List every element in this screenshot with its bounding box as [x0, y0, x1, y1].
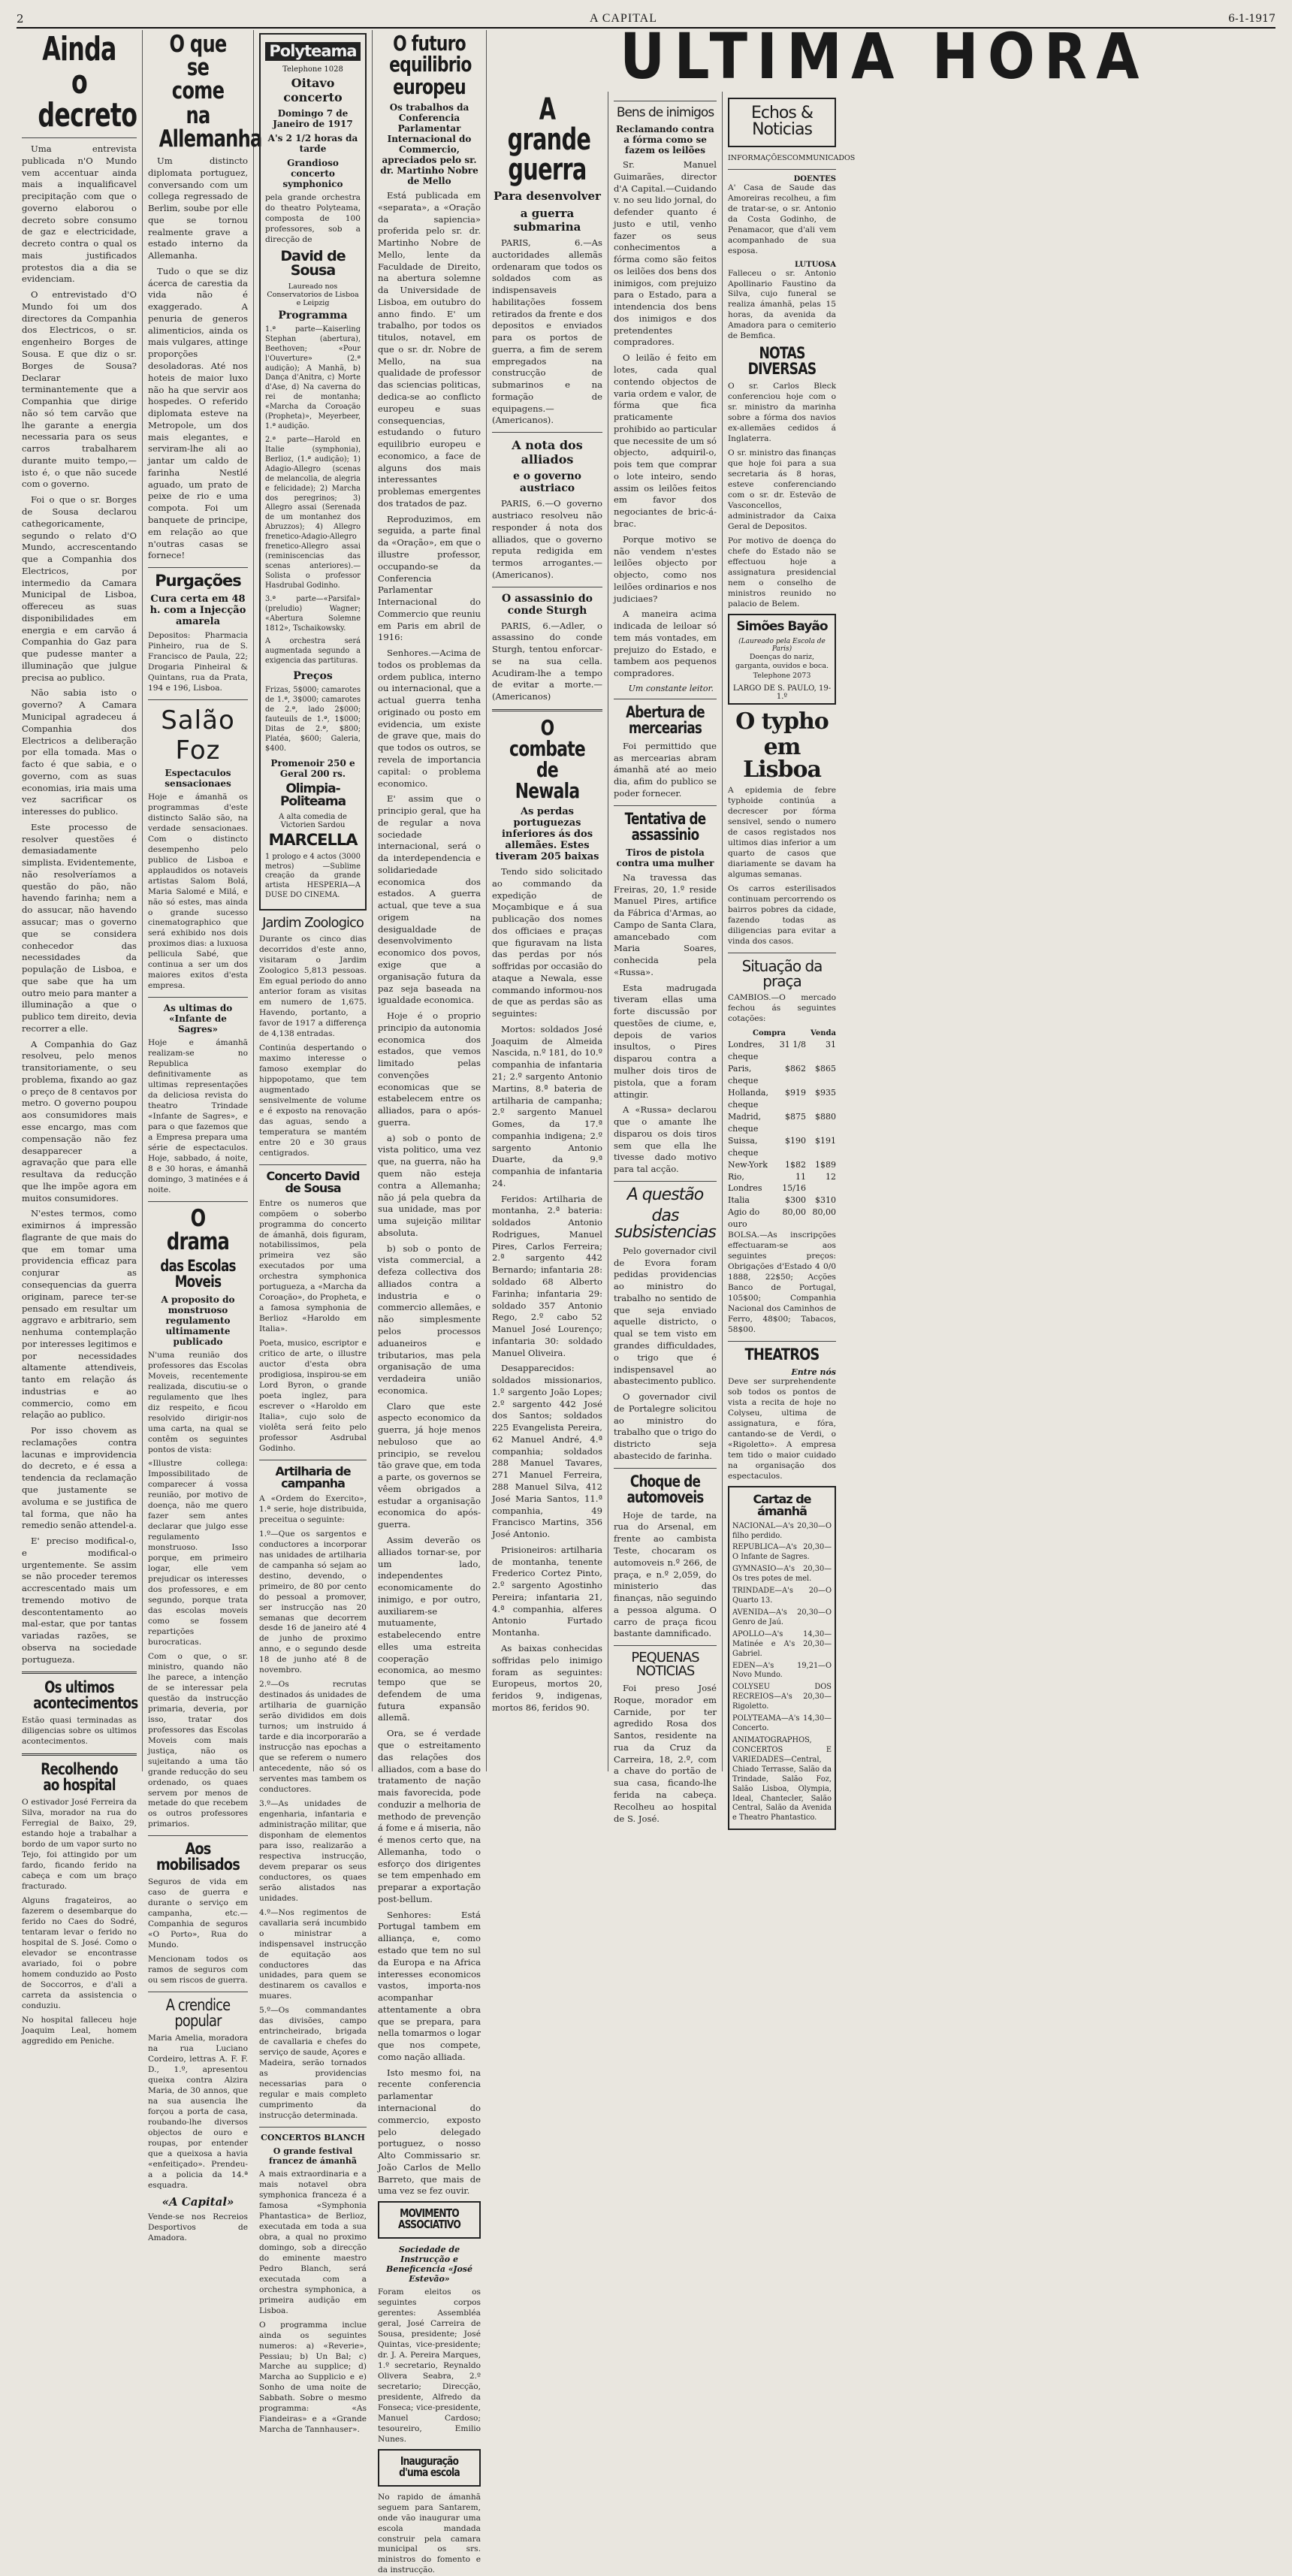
cartaz-item: AVENIDA—A's 20,30—O Genro de Jaú. — [732, 1608, 832, 1626]
article-paragraph: Uma entrevista publicada n'O Mundo vem accentuar ainda mais a inqualificavel precipitação com que o governo elaborou o decreto sobre consumo de gaz e electricidade, decreto contra o qual os mais justificados protestos dia a dia se evidenciam. — [22, 143, 137, 285]
inauguracao-box — [378, 2449, 481, 2487]
article-paragraph: A maneira acima indicada de leiloar só tem más vontades, em prejuizo do Estado, e tambem aos pequenos compradores. — [614, 609, 717, 679]
divider — [614, 1645, 717, 1646]
article-paragraph: Porque motivo se não vendem n'estes leilões objecto por objecto, como nos leilões ordinarios e nos judiciaes? — [614, 533, 717, 604]
exchange-currency: Italia — [728, 1195, 750, 1206]
article-paragraph: «Illustre collega: Impossibilitado de comparecer á vossa reunião, por motivo de doença, não me quero fazer sem antes declarar que julgo esse regulamento monstruoso. Isso porque, em primeiro logar, elle vem prejudicar os interesses dos professores, e em segundo, porque trata das escolas moveis como se fossem repartições burocraticas. — [148, 1459, 248, 1647]
exchange-row — [728, 1087, 836, 1111]
divider — [614, 1181, 717, 1182]
programme-text: A orchestra será augmentada segundo a exigencia das partituras. — [265, 637, 361, 666]
simoes-bayao-title: Simões Bayão — [736, 618, 828, 634]
divider — [22, 1753, 137, 1756]
article-paragraph: Um distincto diplomata portuguez, conversando com um collega regressado de Berlim, soube por elle que se tornou realmente grave a estado interno da Allemanha. — [148, 156, 248, 261]
article-paragraph: Foram eleitos os seguintes corpos gerentes: Assembléa geral, José Carreira de Sousa, presidente; José Quintas, vice-presidente; dr. J. A. Pereira Marques, 1.º secretario, Reynaldo Olivera Seabra, 2.º secretario; Direcção, presidente, Alfredo da Fonseca; vice-presidente, Manuel Cardoso; tesoureiro, Emilio Nunes. — [378, 2288, 481, 2444]
article-paragraph: O estivador José Ferreira da Silva, morador na rua do Ferregial de Baixo, 29, estando hoje a trabalhar a bordo de um vapor surto no Tejo, foi attingido por um fardo, ficando ferido na cabeça e com um braço fracturado. — [22, 1798, 137, 1892]
article-paragraph: PARIS, 6.—O governo austriaco resolveu não responder á nota dos alliados, que o governo reputa redigida em termos arrogantes.—(Americanos). — [492, 498, 602, 580]
article-paragraph: Estão quasi terminadas as diligencias sobre os ultimos acontecimentos. — [22, 1716, 137, 1747]
exchange-buy: $190 — [785, 1135, 806, 1146]
prices-title: Preços — [293, 670, 333, 683]
marcella-text: 1 prologo e 4 actos (3000 metros) —Sublime creação da grande artista HESPERIA—A DUSE DO CINEMA. — [265, 852, 361, 900]
article-paragraph: Isto mesmo foi, na recente conferencia parlamentar internacional do commercio, exposto pelo delegado portuguez, o nosso Alto Commissario sr. João Carlos de Mello Barreto, que mais de uma vez se fez ouvir. — [378, 2067, 481, 2197]
headline-crendice-popular: A crendice popular — [165, 1996, 231, 2031]
headline-o-typho: O typho — [735, 708, 829, 735]
article-paragraph: Com o que, o sr. ministro, quando não lhe parece, a intenção de se interessar pela questão da instrucção primaria, deveria, por isso, tratar dos professores das Escolas Moveis com mais justiça, não os sujeitando a uma tão grande reducção do seu ordenado, os quaes servem por menos de metade do que recebem os outros professores primarios. — [148, 1651, 248, 1829]
article-paragraph: Senhores: Está Portugal tambem em alliança, e, como estado que tem no sul da Europa e na Africa interesses economicos vastos, importa-nos acompanhar attentamente a obra que se prepara, para nella tomarmos o logar que nos compete, como nação alliada. — [378, 1909, 481, 2062]
exchange-currency: Paris, cheque — [728, 1064, 759, 1086]
headline-inauguracao-escola: Inauguração d'uma escola — [399, 2454, 460, 2479]
polyteama-time: A's 2 1/2 horas da tarde — [267, 133, 358, 154]
headline-grande-guerra: A grande guerra — [507, 92, 591, 187]
headline-futuro-equilibrio: O futuro equilibrio — [389, 31, 472, 77]
article-paragraph: A «Ordem do Exercito», 1.ª serie, hoje distribuida, preceitua o seguinte: — [259, 1493, 367, 1524]
divider — [728, 169, 836, 170]
ad-purgacoes-text: Depositos: Pharmacia Pinheiro, rua de S. Francisco de Paula, 22; Drogaria Pinheiral & Quintans, rua da Prata, 194 e 196, Lisboa. — [148, 631, 248, 693]
article-paragraph: Mortos: soldados José Joaquim de Almeida Nascida, n.º 181, do 10.º companhia de infantaria 21; 2.º sargento Antonio Martins, 8.ª bateria de artilharia de campanha; 2.º sargento Manuel Gomes, da 17.ª companhia indigena; 2.º sargento Antonio Duarte, da 9.ª companhia de infantaria 24. — [492, 1023, 602, 1188]
article-paragraph: Alguns fragateiros, ao fazerem o desembarque do ferido no Caes do Sodré, tentaram levar o ferido no hospital de S. José. Como o elevador se encontrasse avariado, foi o pobre homem conduzido ao Posto de Soccorros, e d'ali a carreta da assistencia o conduziu. — [22, 1896, 137, 2010]
article-paragraph: Esta madrugada tiveram ellas uma forte discussão por questões de ciume, e, depois de varios insultos, o Pires disparou contra a mulher dois tiros de pistola, que a foram attingir. — [614, 982, 717, 1100]
article-paragraph: E' preciso modifical-o, e modifical-o urgentemente. Se assim se não proceder teremos accrescentado mais um tremendo motivo de descontentamento ao mal-estar, que por tantas variadas razões, se observa na sociedade portugueza. — [22, 1536, 137, 1665]
divider — [22, 137, 137, 138]
divider — [148, 1835, 248, 1836]
exchange-sell: $191 — [815, 1135, 836, 1146]
article-paragraph: A' Casa de Saude das Amoreiras recolheu, a fim de tratar-se, o sr. Antonio da Costa Godinho, de Penamacor, que d'ali vem acompanhado de sua esposa. — [728, 183, 836, 255]
article-paragraph: O leilão é feito em lotes, cada qual contendo objectos de varia ordem e valor, de fórma que fica praticamente prohibido ao particular que necessite de um só objecto, adquiril-o, pois tem que comprar o lote inteiro, sendo assim os leilões feitos em favor dos negociantes de bric-á-brac. — [614, 352, 717, 529]
headline-movimento-associativo: MOVIMENTO ASSOCIATIVO — [397, 2206, 461, 2232]
exchange-currency: Agio do ouro — [728, 1207, 760, 1230]
cartaz-item: GYMNASIO—A's 20,30—Os tres potes de mel. — [732, 1565, 832, 1584]
exchange-row — [728, 1194, 836, 1206]
article-paragraph: 5.º—Os commandantes das divisões, campo entrincheirado, brigada de cavallaria e chefes do serviço de saude, Açores e Madeira, serão tornados as providencias necessarias para o regular e mais completo cumprimento da instrucção determinada. — [259, 2006, 367, 2121]
article-paragraph: Na travessa das Freiras, 20, 1.º reside Manuel Pires, artifice da Fábrica d'Armas, ao Campo de Santa Clara, amancebado com Maria Soares, conhecida pela «Russa». — [614, 871, 717, 977]
headline-aos-mobilisados: Aos mobilisados — [155, 1840, 240, 1874]
column-5 — [487, 92, 608, 1771]
headline-subsistencias: das subsistencias — [614, 1206, 716, 1242]
article-paragraph: Este processo de resolver questões é demasiadamente simplista. Evidentemente, não resolveríamos a questão do pão, não havendo farinha; nem a do assucar, não havendo assucar; mas o governo que se considera conhecedor das necessidades da população de Lisboa, e que sabe que ha um outro meio para manter a illuminação a que o publico tem direito, devia recorrer a elle. — [22, 821, 137, 1034]
divider — [614, 1468, 717, 1469]
movimento-subtitle: Sociedade de Instrucção e Beneficencia «José Estevão» — [385, 2245, 473, 2285]
programme-title: Programma — [278, 309, 348, 322]
article-paragraph: Sr. Manuel Guimarães, director d'A Capital.—Cuidando v. no seu lido jornal, do defender quanto é justo e util, venho fazer os seus conhecimentos a fórma como são feitos os leilões dos bens dos inimigos, com prejuizo para o Estado, para a intendencia dos bens dos inimigos e dos pretendentes compradores. — [614, 159, 717, 348]
a-capital-line: Vende-se nos Recreios Desportivos de Amadora. — [148, 2212, 248, 2242]
exchange-sell: 80,00 — [812, 1207, 836, 1218]
article-paragraph: A Companhia do Gaz resolveu, pelo menos transitoriamente, o seu problema, fixando ao gaz o preço de 8 centavos por metro. O governo poupou aos consumidores mais esse encargo, mas com compensação não fez desapparecer a agravação que para elle resultava da reducção que lhe impõe agora em muitos consumidores. — [22, 1038, 137, 1203]
a-capital-box: «A Capital» — [162, 2194, 234, 2209]
headline-abertura-mercearias: Abertura de mercearias — [626, 702, 705, 737]
article-paragraph: Ora, se é verdade que o estreitamento das relações dos alliados, com a base do tratamento de nação mais favorecida, pode conduzir a melhoria de methodo de prevenção á fome e á miseria, não é menos certo que, na Allemanha, todo o esforço dos dirigentes se tem empenhado em preparar a exportação post-bellum. — [378, 1728, 481, 1904]
echos-box — [728, 98, 836, 147]
exchange-row — [728, 1171, 836, 1195]
article-paragraph: O sr. Carlos Bleck conferenciou hoje com o sr. ministro da marinha sobre a fórma dos navios ex-allemães cedidos á Inglaterra. — [728, 382, 836, 444]
headline-europeu: europeu — [393, 74, 466, 99]
salao-foz-text: Hoje e ámanhã os programmas d'este distincto Salão são, na verdade sensacionaes. Com o distincto desempenho pelo publico de Lisboa e applaudidos os notaveis artistas Salom Bolá, Maria Salomé e Milá, e não só estes, mas ainda o grande sucesso cinematographico que será exhibido nos dois proximos dias: a luxuosa pellicula Sabé, que continua a ser um dos maiores exitos d'esta empresa. — [148, 792, 248, 991]
movimento-associativo-box — [378, 2201, 481, 2239]
prices-note: Promenoir 250 e Geral 200 rs. — [270, 757, 355, 779]
headline-a-questao: A questão — [626, 1185, 704, 1204]
exchange-sell: 1$89 — [815, 1159, 836, 1170]
article-paragraph: Claro que este aspecto economico da guerra, já hoje menos nebuloso que ao principio, se revelou tão grave que, em toda a parte, os governos se vêem obrigados a estudar a organisação economica do após-guerra. — [378, 1400, 481, 1530]
article-paragraph: Está publicada em «separata», a «Oração da sapiencia» proferida pelo sr. dr. Martinho Nobre de Mello, lente da Faculdade de Direito, na abertura solemne da Universidade de Lisboa, em outubro do anno findo. E' um trabalho, por todos os titulos, notavel, em que o sr. dr. Nobre de Mello, na sua qualidade de professor das sciencias politicas, dedica-se ao conflicto europeu e suas consequencias, estudando o futuro equilibrio europeu e economico, a face de alguns dos mais interessantes problemas emergentes dos tratados de paz. — [378, 190, 481, 509]
exchange-buy: 31 1/8 — [779, 1040, 806, 1050]
article-paragraph: Prisioneiros: artilharia de montanha, tenente Frederico Cortez Pinto, 2.º sargento Agostinho Pereira; infantaria 21, 4.ª companhia, alferes Antonio Furtado Montanha. — [492, 1544, 602, 1638]
cartaz-list — [732, 1522, 832, 1824]
cartaz-item: REPUBLICA—A's 20,30—O Infante de Sagres. — [732, 1543, 832, 1562]
headline-ultimos-acontecimentos: Os ultimos acontecimentos — [33, 1678, 138, 1713]
divider — [148, 567, 248, 568]
headline-situacao-praca: Situação da praça — [741, 956, 823, 990]
exchange-row — [728, 1039, 836, 1063]
praca-subtitle: CAMBIOS.—O mercado fechou ás seguintes cotações: — [728, 992, 836, 1023]
article-paragraph: N'estes termos, como eximirnos á impressão flagrante de que mais do que em tomar uma providencia efficaz para conjurar as consequencias da guerra originam, parece ter-se pensado em resultar um aggravo e arbitrario, sem nenhuma contemplação por interesses legitimos e por necessidades altamente attendiveis, tanto em relação ás industrias e ao commercio, como em relação ao publico. — [22, 1208, 137, 1421]
divider — [22, 1672, 137, 1674]
article-paragraph: a) sob o ponto de vista politico, uma vez que, na guerra, não ha quem não esteja contra a Allemanha; não já pela quebra da sua unidade, mas por uma sujeição militar absoluta. — [378, 1132, 481, 1238]
exchange-row — [728, 1063, 836, 1087]
programme-text: 1.ª parte—Kaiserling Stephan (abertura), Beethoven; «Pour l'Ouverture» (2.ª audição); A Manhã, b) Dança d'Anitra, c) Morte d'Ase, d) Na caverna do rei de montanha; «Marcha da Coroação (Propheta)», Meyerbeer, 1.ª audição. — [265, 325, 361, 431]
article-paragraph: Deve ser surprehendente sob todos os pontos de vista a recita de hoje no Colyseu, ultima de assignatura, e fóra, cantando-se de Verdi, o «Rigoletto». A empresa tem tido o maior cuidado na organisação dos espectaculos. — [728, 1376, 836, 1481]
article-paragraph: Tudo o que se diz ácerca de carestia da vida não é exaggerado. A penuria de generos alimenticios, ainda os mais vulgares, attinge proporções desoladoras. Até nos hoteis de maior luxo não ha que servir aos hospedes. O referido diplomata esteve na Metropole, um dos mais elegantes, e serviram-lhe ali ao jantar um caldo de farinha Nestlé aguado, um prato de peixe de rio e uma compota. Foi um banquete de principe, em relação ao que n'outras casas se fornece! — [148, 265, 248, 561]
article-paragraph: O programma inclue ainda os seguintes numeros: a) «Reverie», Pessiau; b) Un Bal; c) Marche au supplice; d) Marcha ao Supplicio e e) Sonho de uma noite de Sabbath. Sobre o mesmo programma: «As Fiandeiras» e a «Grande Marcha de Tannhauser». — [259, 2320, 367, 2435]
doentes-title: DOENTES — [793, 174, 836, 183]
exchange-row — [728, 1159, 836, 1171]
polyteama-title: Polyteama — [265, 42, 361, 61]
exchange-sell: $310 — [815, 1195, 836, 1206]
article-paragraph: BOLSA.—As inscripções effectuaram-se aos seguintes preços: Obrigações d'Estado 4 0/0 1888, 22$50; Acções Banco de Portugal, 105$00; Companhia Nacional dos Caminhos de Ferro, 48$00; Tabacos, 58$00. — [728, 1231, 836, 1334]
cartaz-box — [728, 1486, 836, 1831]
article-paragraph: 1.º—Que os sargentos e conductores a incorporar nas unidades de artilharia de campanha só sejam ao destino, devendo, o primeiro, de 80 por cento do pessoal a promover, ser instrucção nas 20 semanas que decorrem desde 16 de janeiro até 4 de junho de proximo anno, e o segundo desde 18 de junho até 8 de novembro. — [259, 1529, 367, 1675]
article-paragraph: Foi preso José Roque, morador em Carnide, por ter agredido Rosa dos Santos, residente na rua da Cruz da Carreira, 18, 2.º, com a chave do portão de sua casa, ficando-lhe ferida na cabeça. Recolheu ao hospital de S. José. — [614, 1683, 717, 1824]
salao-foz-subtitle: Espectaculos sensacionaes — [165, 767, 231, 789]
polyteama-conductor-sub: Laureado nos Conservatorios de Lisboa e Leipzig — [267, 282, 359, 307]
exchange-buy: 1$82 — [785, 1159, 806, 1170]
article-paragraph: Desapparecidos: soldados missionarios, 1.º sargento João Lopes; 2.º sargento 442 José dos Santos; soldados 225 Evangelista Pereira, 62 Manuel André, 4.ª companhia; soldados 288 Manuel Tavares, 271 Manuel Ferreira, 288 Manuel Silva, 412 José Maria Santos, 11.ª companhia, 49 Francisco Martins, 356 José Antonio. — [492, 1363, 602, 1540]
article-paragraph: Os carros esterilisados continuam percorrendo os bairros pobres da cidade, fazendo todas as diligencias para evitar a vinda dos casos. — [728, 883, 836, 946]
olimpia-title: Olimpia-Politeama — [279, 781, 346, 809]
page-number: 2 — [17, 12, 24, 26]
article-paragraph: Poeta, musico, escriptor e critico de arte, o illustre auctor d'esta obra prodigiosa, inspirou-se em Lord Byron, o grande poeta inglez, para escrever o «Haroldo em Italia», cujo solo de violêta será feito pelo professor Asdrubal Godinho. — [259, 1339, 367, 1453]
headline-o-drama: O drama — [166, 1204, 230, 1255]
polyteama-text: pela grande orchestra do theatro Polyteama, composta de 100 professores, sob a direcção de — [265, 193, 361, 244]
article-paragraph: 4.º—Nos regimentos de cavallaria será incumbido o ministrar a indispensavel instrucção de equitação aos conductores das unidades, para quem se destinarem os cavallos e muares. — [259, 1907, 367, 2001]
article-paragraph: Por motivo de doença do chefe do Estado não se effectuou hoje a assignatura presidencial nem o conselho de ministros reunido no palacio de Belem. — [728, 536, 836, 609]
column-2 — [143, 30, 262, 2242]
article-paragraph: Senhores.—Acima de todos os problemas da ordem publica, interno ou internacional, que a actual guerra tenha originado ou posto em evidencia, um existe de grave que, mais do que todos os outros, se revela de importancia capital: o problema economico. — [378, 648, 481, 789]
bens-subtitle: Reclamando contra a fórma como se fazem os leilões — [616, 124, 714, 156]
polyteama-ad — [259, 33, 367, 911]
simoes-bayao-text: Doenças do nariz, garganta, ouvidos e boca. Telephone 2073 — [735, 652, 829, 680]
headline-nota-dos-alliados: A nota dos alliados — [512, 438, 583, 467]
simoes-bayao-subtitle: (Laureado pela Escola de Paris) — [738, 637, 826, 653]
exchange-row — [728, 1206, 836, 1231]
exchange-buy: $862 — [785, 1064, 806, 1074]
headline-conde-sturgh: O assassinio do conde Sturgh — [502, 592, 593, 617]
praca-header-venda: Venda — [811, 1028, 836, 1037]
exchange-buy: $300 — [785, 1195, 806, 1206]
article-paragraph: Hoje é o proprio principio da autonomia economica dos estados, que vemos limitado pelas convenções economicas que se estabelecem entre os alliados, para o após-guerra. — [378, 1010, 481, 1128]
article-paragraph: PARIS, 6.—As auctoridades allemãs ordenaram que todos os soldados com as indispensaveis habilitações fossem retirados da frente e dos depositos e enviados para os portos de guerra, a fim de serem empregados na construcção de submarinos e na formação de equipagens.—(Americanos). — [492, 237, 602, 426]
headline-cartaz: Cartaz de ámanhã — [753, 1491, 811, 1518]
article-paragraph: Seguros de vida em caso de guerra e durante o serviço em campanha, etc.—Companhia de seguros «O Porto», Rua do Mundo. — [148, 1877, 248, 1950]
headline-infante-de-sagres: As ultimas do «Infante de Sagres» — [163, 1003, 233, 1035]
headline-ainda-o-decreto: Ainda o decreto — [38, 30, 137, 134]
headline-echos-noticias: Echos & Noticias — [750, 104, 813, 139]
exchange-row — [728, 1135, 836, 1159]
cartaz-item: POLYTEAMA—A's 14,30—Concerto. — [732, 1714, 832, 1733]
prices-text: Frizas, 5$000; camarotes de 1.ª, 3$000; camarotes de 2.ª, lado 2$000; fauteuils de 1.ª, 1$000; Ditas de 2.ª, $800; Platéa, $600; Galeria, $400. — [265, 686, 361, 753]
article-paragraph: Hoje e ámanhã realizam-se no Republica definitivamente as ultimas representações da deliciosa revista do theatro Trindade «Infante de Sagres», e para o que fazemos que a Empresa prepara uma série de espectaculos. Hoje, sabbado, á noite, 8 e 30 horas, e ámanhã domingo, 3 matinées e á noite. — [148, 1038, 248, 1194]
headline-em-lisboa: em Lisboa — [743, 734, 821, 784]
headline-theatros: THEATROS — [744, 1345, 820, 1363]
article-paragraph: Pelo governador civil de Evora foram pedidas providencias ao ministro do trabalho no sentido de que seja enviado aquelle districto, o qual se tem visto em grandes difficuldades, o trigo que é indispensavel ao abastecimento publico. — [614, 1245, 717, 1387]
divider — [492, 432, 602, 433]
olimpia-subtitle: A alta comedia de Victorien Sardou — [279, 812, 347, 829]
article-paragraph: Assim deverão os alliados tornar-se, por um lado, independentes economicamente do inimigo, e por outro, auxiliarem-se mutuamente, estabelecendo entre elles uma estreita cooperação economica, ao mesmo tempo que se defendem de uma futura expansão allemã. — [378, 1534, 481, 1723]
headline-concertos-blanch: CONCERTOS BLANCH — [261, 2133, 365, 2143]
ad-purgacoes-title: Purgações — [155, 572, 241, 590]
divider — [148, 1201, 248, 1202]
drama-subtitle: A proposito do monstruoso regulamento ultimamente publicado — [161, 1294, 235, 1347]
exchange-buy: 80,00 — [782, 1207, 806, 1218]
article-paragraph: O sr. ministro das finanças que hoje foi para a sua secretaria ás 8 horas, esteve conferenciando com o sr. dr. Estevão de Vasconcellos, administrador da Caixa Geral de Depositos. — [728, 448, 836, 531]
article-paragraph: Não sabia isto o governo? A Camara Municipal agradeceu á Companhia dos Electricos a deliberação por ella tomada. Mas o facto é que sabia, e o governo, com as suas economias, iria mais uma vez sacrificar os interesses do publico. — [22, 687, 137, 817]
issue-date: 6-1-1917 — [1228, 13, 1275, 25]
article-paragraph: A epidemia de febre typhoide continúa a decrescer por fórma sensivel, sendo o numero de casos registados nos ultimos dias inferior a um quarto de casos que diariamente se davam ha algumas semanas. — [728, 786, 836, 880]
exchange-rates-table — [728, 1039, 836, 1231]
programme-text: 3.ª parte—«Parsifal» (preludio) Wagner; «Abertura Solemne 1812», Tschaikowsky. — [265, 594, 361, 633]
cartaz-item: NACIONAL—A's 20,30—O filho perdido. — [732, 1521, 832, 1540]
ultima-hora-banner: ULTIMA HORA — [620, 20, 1149, 93]
column-7 — [723, 92, 856, 1823]
article-paragraph: Hoje de tarde, na rua do Arsenal, em frente ao cambista Teste, chocaram os automoveis n.º 266, de praça, e n.º 2,059, do ministerio das finanças, não seguindo a pessoa alguma. O carro de praça ficou bastante damnificado. — [614, 1509, 717, 1639]
exchange-currency: Hollanda, cheque — [728, 1087, 768, 1110]
exchange-currency: New-York — [728, 1159, 768, 1170]
article-paragraph: Durante os cinco dias decorridos d'este anno, visitaram o Jardim Zoologico 5,813 pessoas. Em egual periodo do anno anterior foram as visitas em numero de 1,675. Havendo, portanto, a favor de 1917 a differença de 4,138 entradas. — [259, 935, 367, 1038]
guerra-subtitle-1: Para desenvolver — [494, 189, 601, 203]
polyteama-conductor: David de Sousa — [280, 247, 346, 279]
article-paragraph: A mais extraordinaria e a mais notavel obra symphonica franceza é a famosa «Symphonia Phantastica» de Berlioz, executada em toda a sua obra, a qual no proximo domingo, sob a direcção do eminente maestro Pedro Blanch, será executada com a orchestra symphonica, a primeira audição em Lisboa. — [259, 2170, 367, 2315]
article-paragraph: 2.º—Os recrutas destinados ás unidades de artilharia de guarnição serão divididos em dois turnos; um instruido á tarde e dia incorporarão a instrucção nas epochas a que se referem o numero antecedente, não só os serventes mas tambem os conductores. — [259, 1680, 367, 1794]
headline-concerto-david-de-sousa: Concerto David de Sousa — [266, 1168, 360, 1195]
article-paragraph: Continúa despertando o maximo interesse o famoso exemplar do hippopotamo, que tem augmentado sensivelmente de volume e é exposto na renovação das aguas, sendo a temperatura se mantém entre 20 e 30 graus centigrados. — [259, 1043, 367, 1158]
signature: Um constante leitor. — [628, 683, 714, 693]
divider — [148, 699, 248, 700]
divider — [259, 1164, 367, 1165]
article-paragraph: 3.º—As unidades de engenharia, infantaria e administração militar, que disponham de elementos para isso, realizarão a respectiva instrucção, devem preparar os seus conductores, os quaes serão alistados nas unidades. — [259, 1798, 367, 1903]
praca-header-compra: Compra — [753, 1028, 786, 1037]
nota-subtitle: e o governo austriaco — [512, 470, 582, 495]
exchange-row — [728, 1111, 836, 1135]
divider — [148, 997, 248, 998]
headline-escolas-moveis: das Escolas Moveis — [160, 1256, 236, 1291]
article-paragraph: PARIS, 6.—Adler, o assassino do conde Sturgh, tentou enforcar-se na sua cella. Acudiram-lhe a tempo de evitar a morte.—(Americanos) — [492, 620, 602, 702]
exchange-currency: Suissa, cheque — [728, 1135, 759, 1158]
cartaz-item: COLYSEU DOS RECREIOS—A's 20,30—Rigoletto. — [732, 1683, 832, 1711]
divider — [492, 709, 602, 711]
headline-recolhendo-ao-hospital: Recolhendo ao hospital — [41, 1760, 118, 1795]
polyteama-telephone: Telephone 1028 — [282, 65, 343, 74]
simoes-bayao-address: LARGO DE S. PAULO, 19-1.º — [732, 684, 832, 702]
article-paragraph: O entrevistado d'O Mundo foi um dos directores da Companhia dos Electricos, o sr. engenheiro Borges de Sousa. E que diz o sr. Borges de Sousa? Declarar terminantemente que a Companhia que dirige não só tem carvão que lhe garante a energia necessaria para os seus carros trabalharem durante muito tempo,—isto é, o que não sucede com o governo. — [22, 289, 137, 490]
article-paragraph: Foi permittido que as mercearias abram ámanhã até ao meio dia, afim do publico se poder fornecer. — [614, 740, 717, 799]
programme-text: 2.ª parte—Harold en Italie (symphonia), Berlioz, (1.ª audição); 1) Adagio-Allegro (scenas de melancolia, de alegria e felicidade); 2) Marcha dos peregrinos; 3) Allegro assai (Serenada de um montanhez dos Abruzzos); 4) Allegro frenetico-Adagio-Allegro frenetico-Allegro assai (reminiscencias das scenas anteriores).—Solista o professor Hasdrubal Godinho. — [265, 435, 361, 590]
article-paragraph: No rapido de ámanhã seguem para Santarem, onde vão inaugurar uma escola mandada construir pela camara municipal os srs. ministros do fomento e da instrucção. — [378, 2492, 481, 2575]
headline-tentativa-assassinio: Tentativa de assassinio — [624, 809, 706, 844]
headline-bens-de-inimigos: Bens de inimigos — [616, 105, 714, 120]
polyteama-date: Domingo 7 de Janeiro de 1917 — [273, 108, 353, 129]
column-3 — [254, 30, 373, 2435]
article-paragraph: b) sob o ponto de vista commercial, a defeza collectiva dos alliados contra a industria e o commercio allemães, e não simplesmente pelos processos aduaneiros e tributarios, mas pela organisação de uma verdadeira união economica. — [378, 1243, 481, 1396]
divider — [614, 805, 717, 806]
cartaz-item: TRINDADE—A's 20—O Quarto 13. — [732, 1587, 832, 1605]
article-paragraph: O governador civil de Portalegre solicitou ao ministro do trabalho que o trigo do districto seja abastecido de farinha. — [614, 1391, 717, 1461]
exchange-currency: Madrid, cheque — [728, 1111, 762, 1134]
headline-o-que-se-come: O que se come — [169, 31, 227, 104]
exchange-buy: 11 15/16 — [782, 1171, 806, 1194]
guerra-subtitle-2: a guerra submarina — [513, 207, 581, 234]
divider — [728, 1341, 836, 1342]
article-paragraph: Falleceu o sr. Antonio Apollinario Faustino da Silva, cujo funeral se realiza ámanhã, pelas 15 horas, da avenida da Amadora para o cemiterio de Bemfica. — [728, 268, 836, 341]
divider — [259, 2127, 367, 2128]
echos-sub-right: COMMUNICADOS — [786, 154, 856, 162]
cartaz-item: ANIMATOGRAPHOS, CONCERTOS E VARIEDADES—Central, Chiado Terrasse, Salão da Trindade, Salão Foz, Salão Lisboa, Olympia, Ideal, Chantecler, Salão Central, Salão da Avenida e Theatro Phantastico. — [732, 1736, 832, 1823]
exchange-currency: Londres, cheque — [728, 1040, 765, 1062]
exchange-currency: Rio, Londres — [728, 1171, 762, 1194]
article-paragraph: N'uma reunião dos professores das Escolas Moveis, recentemente realizada, discutiu-se o regulamento que lhes diz respeito, e ficou resolvido dirigir-nos uma carta, na qual se contêm os seguintes pontos de vista: — [148, 1350, 248, 1454]
article-paragraph: As baixas conhecidas soffridas pelo inimigo foram as seguintes: Europeus, mortos 20, feridos 9, indigenas, mortos 86, feridos 90. — [492, 1642, 602, 1713]
echos-sub-left: INFORMAÇÕES — [728, 154, 787, 162]
column-1 — [17, 30, 143, 2046]
newala-subtitle: As perdas portuguezas inferiores ás dos allemães. Estes tiveram 205 baixas — [495, 805, 599, 862]
headline-choque-automoveis: Choque de automoveis — [626, 1472, 704, 1506]
article-paragraph: Tendo sido solicitado ao commando da expedição de Moçambique e á sua publicação dos nomes dos officiaes e praças que figuravam na lista das perdas por nós soffridas por occasião do ataque a Newala, esse commando informou-nos de que as perdas são as seguintes: — [492, 865, 602, 1019]
article-paragraph: Reproduzimos, em seguida, a parte final da «Oração», em que o illustre professor, occupando-se da Conferencia Parlamentar Internacional do Commercio que reuniu em Paris em abril de 1916: — [378, 513, 481, 643]
article-paragraph: Entre os numeros que compõem o soberbo programma do concerto de ámanhã, dois figuram, notabilissimos, pela primeira vez são executados por uma orchestra symphonica portugueza, a «Marcha da Coroação», do Propheta, e a famosa symphonia de Berlioz «Haroldo em Italia». — [259, 1198, 367, 1334]
salao-foz-title: Salão Foz — [161, 705, 235, 766]
article-paragraph: E' assim que o principio geral, que ha de regular a nova sociedade internacional, será o da interdependencia e solidariedade economica dos estados. A guerra actual, que teve a sua origem na desigualdade de desenvolvimento economico dos povos, exige que a organisação futura da paz seja baseada na igualdade economica. — [378, 793, 481, 1006]
headline-jardim-zoologico: Jardim Zoologico — [262, 915, 364, 932]
futuro-subtitle: Os trabalhos da Conferencia Parlamentar Internacional do Commercio, apreciados pelo sr. dr. Martinho Nobre de Mello — [380, 102, 478, 186]
polyteama-concert-number: Oitavo concerto — [283, 76, 343, 104]
exchange-sell: $935 — [815, 1087, 836, 1098]
polyteama-kind: Grandioso concerto symphonico — [282, 158, 343, 189]
ad-purgacoes-subtitle: Cura certa em 48 h. com a Injecção amarela — [149, 593, 246, 628]
masthead: A CAPITAL — [590, 12, 657, 25]
headline-na-allemanha: na Allemanha — [158, 102, 262, 153]
concertos-blanch-subtitle: O grande festival francez de ámanhã — [269, 2146, 357, 2167]
simoes-bayao-ad — [728, 614, 836, 705]
praca-header-row — [728, 1028, 836, 1040]
headline-notas-diversas: NOTAS DIVERSAS — [747, 344, 817, 379]
column-4 — [373, 30, 487, 2575]
cartaz-item: APOLLO—A's 14,30—Matinée e A's 20,30—Gabriel. — [732, 1629, 832, 1658]
column-6 — [608, 92, 723, 1824]
article-paragraph: Maria Amelia, moradora na rua Luciano Cordeiro, lettras A. F. F. D., 1.º, apresentou queixa contra Alzira Maria, de 30 annos, que na sua ausencia lhe forçou a porta de casa, roubando-lhe diversos objectos de ouro e roupas, por entender que a queixosa a havia «enfeitiçado». Prendeu-a a policia da 14.ª esquadra. — [148, 2034, 248, 2190]
article-paragraph: Mencionam todos os ramos de seguros com ou sem riscos de guerra. — [148, 1955, 248, 1986]
theatros-subtitle: Entre nós — [791, 1367, 836, 1377]
article-paragraph: A «Russa» declarou que o amante lhe disparou os dois tiros sem que ella lhe tivesse dado motivo para tal acção. — [614, 1104, 717, 1175]
marcella-title: MARCELLA — [268, 830, 358, 849]
echos-sub-row — [728, 153, 856, 164]
headline-combate-newala: O combate de Newala — [509, 714, 585, 803]
exchange-sell: 31 — [826, 1040, 836, 1050]
exchange-buy: $919 — [785, 1087, 806, 1098]
article-paragraph: No hospital falleceu hoje Joaquim Leal, homem aggredido em Peniche. — [22, 2015, 137, 2046]
article-paragraph: Por isso chovem as reclamações contra lacunas e improvidencia do decreto, e é essa a tendencia da reclamação que justamente se avoluma e se justifica de tal forma, que não ha remedio senão attendel-a. — [22, 1425, 137, 1531]
article-paragraph: Foi o que o sr. Borges de Sousa declarou cathegoricamente, segundo o relato d'O Mundo, accrescentando que a Companhia dos Electricos, por intermedio da Camara Municipal de Lisboa, offereceu as suas disponibilidades em energia e em carvão á Companhia do Gaz para que pudesse manter a illuminação que julgue precisa ao publico. — [22, 494, 137, 683]
tentativa-subtitle: Tiros de pistola contra uma mulher — [616, 847, 714, 868]
exchange-sell: 12 — [826, 1171, 836, 1182]
headline-artilharia-de-campanha: Artilharia de campanha — [275, 1463, 351, 1490]
exchange-buy: $875 — [785, 1111, 806, 1122]
lutuosa-title: LUTUOSA — [794, 260, 836, 269]
cartaz-item: EDEN—A's 19,21—O Novo Mundo. — [732, 1661, 832, 1680]
exchange-sell: $880 — [815, 1111, 836, 1122]
exchange-sell: $865 — [815, 1064, 836, 1074]
article-paragraph: Feridos: Artilharia de montanha, 2.ª bateria: soldados Antonio Rodrigues, Manuel Pires, Carlos Ferreira; 2.ª sargento 442 Bernardo; infantaria 28: soldado 68 Alberto Farinha; infantaria 29: soldado 357 Antonio Rego, 2.º cabo 52 Manuel José Lourenço; infantaria 30: soldado Manuel Oliveira. — [492, 1193, 602, 1358]
headline-pequenas-noticias: PEQUENAS NOTICIAS — [631, 1650, 699, 1680]
